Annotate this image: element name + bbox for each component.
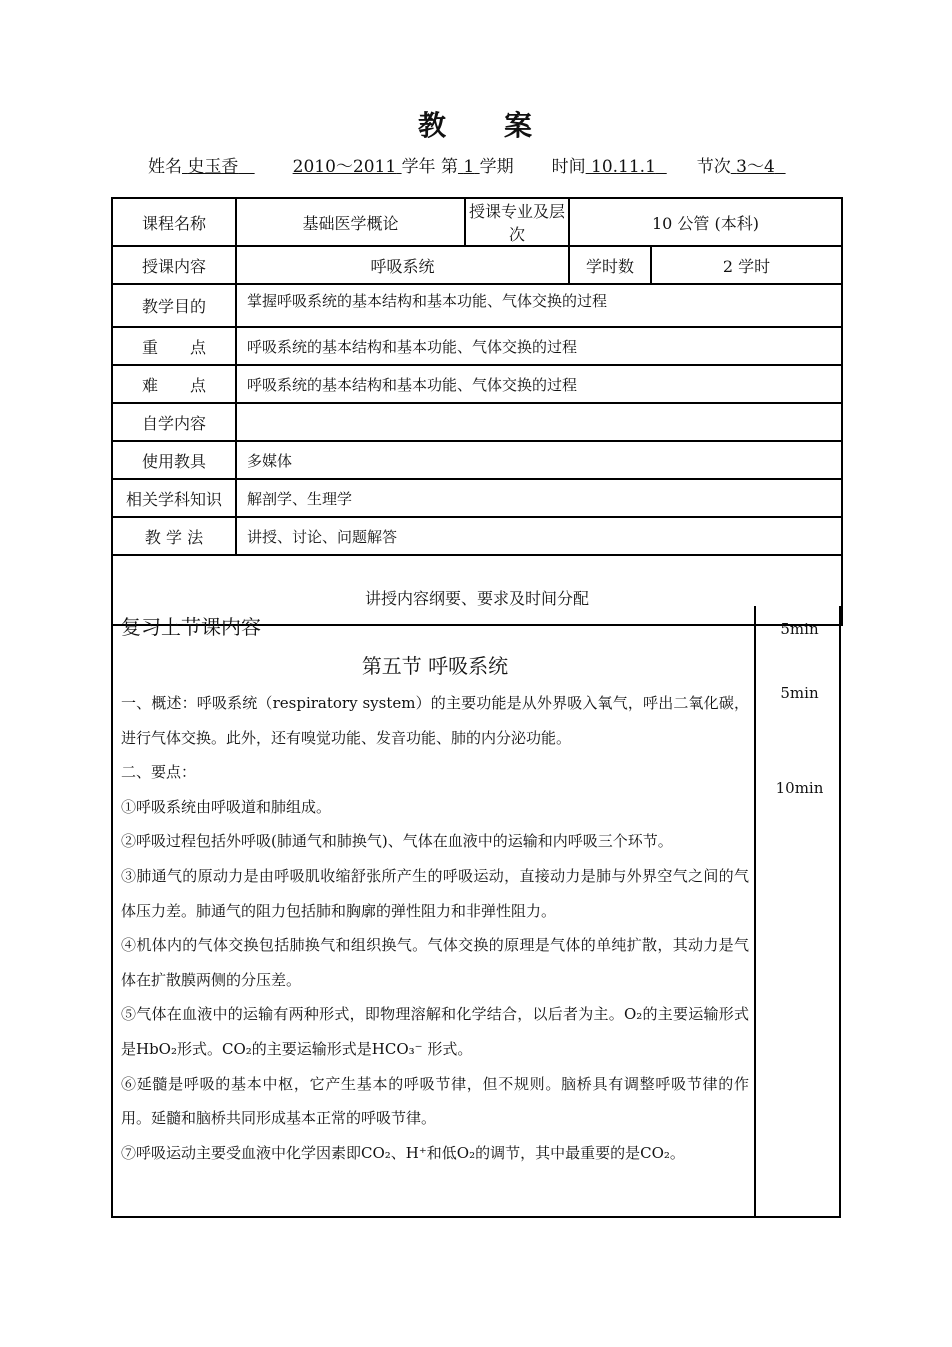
table-row bbox=[112, 246, 842, 284]
table-row bbox=[112, 284, 842, 327]
related-value: 解剖学、生理学 bbox=[236, 479, 842, 517]
tools-label: 使用教具 bbox=[112, 441, 236, 479]
review-heading: 复习上节课内容 bbox=[121, 615, 261, 639]
method-value: 讲授、讨论、问题解答 bbox=[236, 517, 842, 555]
difficulty-value: 呼吸系统的基本结构和基本功能、气体交换的过程 bbox=[236, 365, 842, 403]
related-label: 相关学科知识 bbox=[112, 479, 236, 517]
table-row bbox=[112, 403, 842, 441]
difficulty-label: 难 点 bbox=[112, 365, 236, 403]
period-value: 3～4 bbox=[736, 157, 775, 177]
paragraph-point-1: ①呼吸系统由呼吸道和肺组成。 bbox=[121, 797, 332, 816]
page-title bbox=[0, 104, 952, 144]
table-row bbox=[112, 517, 842, 555]
method-label: 教 学 法 bbox=[112, 517, 236, 555]
tools-value: 多媒体 bbox=[236, 441, 842, 479]
goal-value: 掌握呼吸系统的基本结构和基本功能、气体交换的过程 bbox=[236, 284, 842, 327]
name-value: 史玉香 bbox=[187, 157, 239, 177]
hours-value: 2 学时 bbox=[651, 246, 842, 284]
paragraph-point-3: ③肺通气的原动力是由呼吸肌收缩舒张所产生的呼吸运动，直接动力是肺与外界空气之间的气体压力差。肺通气的阻力包括肺和胸廓的弹性阻力和非弹性阻力。 bbox=[121, 866, 749, 920]
selfstudy-value bbox=[236, 403, 842, 441]
time-allocation-1: 5min bbox=[780, 620, 819, 638]
goal-label: 教学目的 bbox=[112, 284, 236, 327]
major-value: 10 公管 (本科) bbox=[569, 198, 842, 246]
selfstudy-label: 自学内容 bbox=[112, 403, 236, 441]
course-label: 课程名称 bbox=[112, 198, 236, 246]
time-value: 10.11.1 bbox=[591, 157, 656, 177]
paragraph-points-heading: 二、要点： bbox=[121, 763, 197, 782]
term-prefix: 第 bbox=[440, 157, 458, 177]
section-title: 第五节 呼吸系统 bbox=[361, 654, 509, 678]
paragraph-point-4: ④机体内的气体交换包括肺换气和组织换气。气体交换的原理是气体的单纯扩散，其动力是气体在扩散膜两侧的分压差。 bbox=[121, 936, 749, 989]
content-value: 呼吸系统 bbox=[236, 246, 569, 284]
term-suffix: 学期 bbox=[479, 157, 514, 177]
name-label: 姓名 bbox=[148, 157, 182, 177]
year-label: 学年 bbox=[401, 157, 436, 177]
title-char-1: 教 bbox=[417, 109, 448, 142]
lesson-content-area bbox=[111, 606, 841, 1218]
content-label: 授课内容 bbox=[112, 246, 236, 284]
table-row bbox=[112, 479, 842, 517]
table-row bbox=[112, 441, 842, 479]
table-row bbox=[112, 198, 842, 246]
key-label: 重 点 bbox=[112, 327, 236, 365]
course-info-table bbox=[111, 197, 843, 626]
year-value: 2010～2011 bbox=[292, 157, 397, 177]
lesson-text bbox=[121, 606, 749, 1170]
paragraph-point-7: ⑦呼吸运动主要受血液中化学因素即CO₂、H⁺和低O₂的调节，其中最重要的是CO₂。 bbox=[121, 1143, 685, 1162]
paragraph-point-2: ②呼吸过程包括外呼吸(肺通气和肺换气)、气体在血液中的运输和内呼吸三个环节。 bbox=[121, 832, 673, 851]
time-allocation-3: 10min bbox=[775, 779, 824, 797]
paragraph-point-6: ⑥延髓是呼吸的基本中枢，它产生基本的呼吸节律，但不规则。脑桥具有调整呼吸节律的作用。延髓和脑桥共同形成基本正常的呼吸节律。 bbox=[121, 1074, 749, 1128]
title-char-2: 案 bbox=[504, 109, 535, 142]
term-value: 1 bbox=[463, 157, 475, 177]
major-label: 授课专业及层次 bbox=[465, 198, 569, 246]
outline-heading: 讲授内容纲要、要求及时间分配 bbox=[112, 555, 842, 625]
paragraph-overview: 一、概述：呼吸系统（respiratory system）的主要功能是从外界吸入氧气，呼出二氧化碳，进行气体交换。此外，还有嗅觉功能、发音功能、肺的内分泌功能。 bbox=[121, 694, 749, 747]
period-label: 节次 bbox=[696, 157, 731, 177]
hours-label: 学时数 bbox=[569, 246, 651, 284]
time-allocation-2: 5min bbox=[780, 684, 819, 702]
table-row bbox=[112, 365, 842, 403]
time-label: 时间 bbox=[551, 157, 586, 177]
table-row bbox=[112, 327, 842, 365]
header-info bbox=[148, 152, 786, 177]
key-value: 呼吸系统的基本结构和基本功能、气体交换的过程 bbox=[236, 327, 842, 365]
course-value: 基础医学概论 bbox=[236, 198, 465, 246]
paragraph-point-5: ⑤气体在血液中的运输有两种形式，即物理溶解和化学结合，以后者为主。O₂的主要运输形式是HbO₂形式。CO₂的主要运输形式是HCO₃⁻ 形式。 bbox=[121, 1005, 749, 1058]
